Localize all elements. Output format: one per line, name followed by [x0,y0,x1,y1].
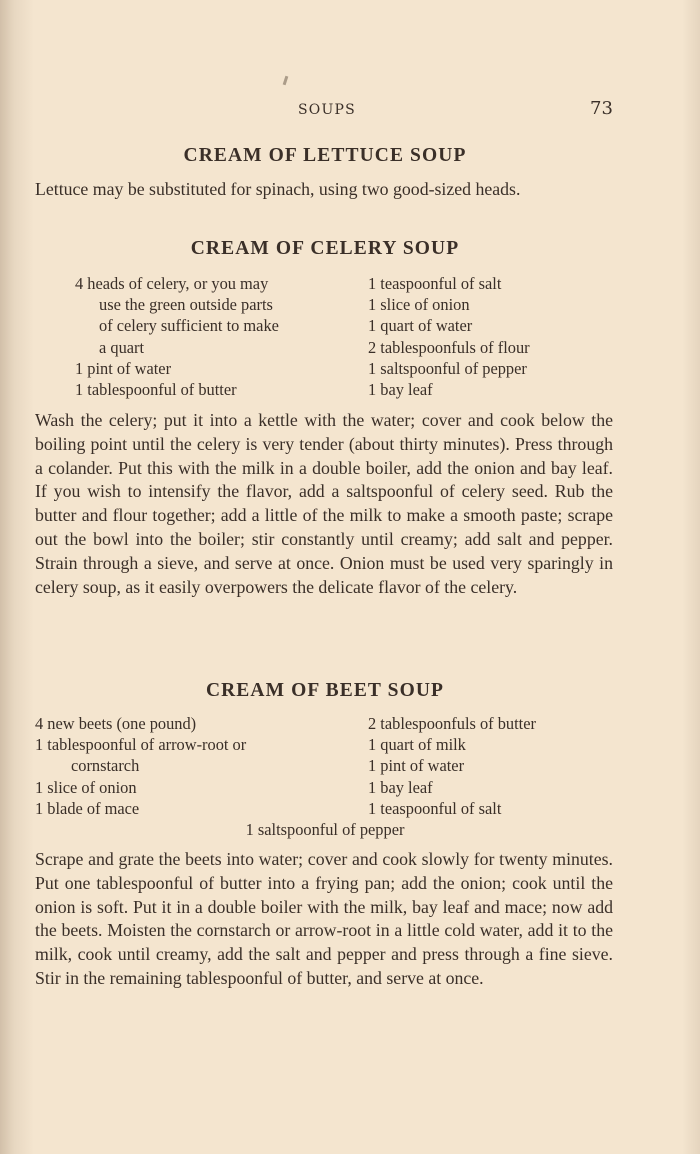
ingredient: 1 tablespoonful of butter [75,380,237,400]
ingredient: 1 bay leaf [368,380,433,400]
ingredient-centered: 1 saltspoonful of pepper [245,820,405,839]
ingredient: 1 slice of onion [35,777,137,797]
ingredient: 2 tablespoonfuls of butter [368,714,536,733]
ingredient: 1 teaspoonful of salt [368,274,502,293]
page-number: 73 [590,98,613,119]
ingredient: 1 tablespoonful of arrow-root or [35,735,247,755]
ingredient: 4 heads of celery, or you may [75,274,269,293]
recipe-text-beet: Scrape and grate the beets into water; cover and cook slowly for twenty minutes. Put one tablespoonful of butter into a frying pan; add the onion; cook until the onion is soft. Put it in a double boiler with the milk, bay leaf and mace; now add the beets. Moisten the cornstarch or arrow-root in a little cold water, add it to the milk, cook until creamy, add the salt and pepper and press through a fine sieve. Stir in the remaining tablespoonful of butter, and serve at once. [35,849,613,988]
ingredient: 4 new beets (one pound) [35,714,197,733]
ingredients-left-celery [75,273,279,400]
ingredient: 1 quart of milk [368,735,466,755]
ingredient-continued: a quart [99,337,145,357]
recipe-text-celery: Wash the celery; put it into a kettle with the water; cover and cook below the boiling point until the celery is very tender (about thirty minutes). Press through a colander. Put this with the milk in a double boiler, add the onion and bay leaf. If you wish to intensify the flavor, add a saltspoonful of celery seed. Rub the butter and flour together; add a little of the milk to make a smooth paste; scrape out the bowl into the boiler; stir constantly until creamy; add salt and pepper. Strain through a sieve, and serve at once. Onion must be used very sparingly in celery soup, as it easily overpowers the delicate flavor of the celery. [35,410,613,597]
ingredient: 1 pint of water [75,358,172,378]
ingredient: 1 teaspoonful of salt [368,798,502,818]
ingredient: 1 saltspoonful of pepper [368,358,527,378]
ingredient: 1 slice of onion [368,295,470,315]
recipe-text-lettuce: Lettuce may be substituted for spinach, using two good-sized heads. [35,179,521,199]
recipe-title-celery: CREAM OF CELERY SOUP [190,238,460,259]
ingredient: 2 tablespoonfuls of flour [368,337,530,357]
ingredients-left-beet [35,713,246,819]
ingredient: 1 pint of water [368,756,465,776]
ingredient: 1 blade of mace [35,798,140,818]
running-head [0,98,700,126]
ingredient: 1 quart of water [368,316,473,336]
recipe-title-lettuce: CREAM OF LETTUCE SOUP [183,145,467,166]
ingredient-continued: cornstarch [71,756,140,776]
recipe-title-beet: CREAM OF BEET SOUP [205,680,445,701]
ink-mark [283,76,289,85]
ingredient-continued: use the green outside parts [99,295,273,315]
ingredients-right-celery [368,273,530,400]
ingredient-continued: of celery sufficient to make [99,316,279,336]
ingredients-right-beet [368,713,536,819]
ingredient: 1 bay leaf [368,777,433,797]
running-title: SOUPS [298,102,356,118]
